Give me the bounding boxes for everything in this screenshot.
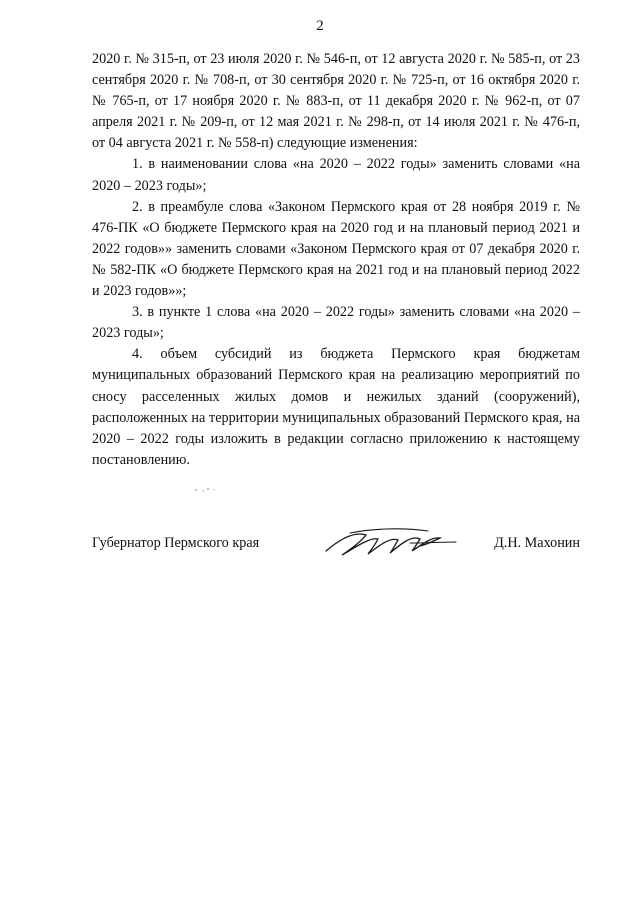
document-body [92,49,580,471]
signer-name: Д.Н. Махонин [494,535,580,551]
signature-block [92,535,580,565]
scan-speck-icon [192,485,222,495]
paragraph-intro: 2020 г. № 315-п, от 23 июля 2020 г. № 546-п, от 12 августа 2020 г. № 585-п, от 23 сентября 2020 г. № 708-п, от 30 сентября 2020 г. № 725-п, от 16 октября 2020 г. № 765-п, от 17 ноября 2020 г. № 883-п, от 11 декабря 2020 г. № 962-п, от 07 апреля 2021 г. № 209-п, от 12 мая 2021 г. № 298-п, от 14 июля 2021 г. № 476-п, от 04 августа 2021 г. № 558-п) следующие изменения: [92,51,580,152]
paragraph-item-2: 2. в преамбуле слова «Законом Пермского края от 28 ноября 2019 г. № 476-ПК «О бюджете Пермского края на 2020 год и на плановый период 2021 и 2022 годов»» заменить словами «Законом Пермского края от 07 декабря 2020 г. № 582-ПК «О бюджете Пермского края на 2021 год и на плановый период 2022 и 2023 годов»»; [92,198,580,300]
paragraph-item-3: 3. в пункте 1 слова «на 2020 – 2022 годы» заменить словами «на 2020 – 2023 годы»; [92,304,580,342]
paragraph-item-4: 4. объем субсидий из бюджета Пермского края бюджетам муниципальных образований Пермского края на реализацию мероприятий по сносу расселенных жилых домов и нежилых зданий (сооружений), расположенных на территории муниципальных образований Пермского края, на 2020 – 2022 годы изложить в редакции согласно приложению к настоящему постановлению. [92,346,580,468]
signer-title: Губернатор Пермского края [92,535,260,551]
handwritten-signature-icon [320,521,460,561]
paragraph-item-1: 1. в наименовании слова «на 2020 – 2022 годы» заменить словами «на 2020 – 2023 годы»; [92,156,580,194]
page-number: 2 [316,18,324,34]
